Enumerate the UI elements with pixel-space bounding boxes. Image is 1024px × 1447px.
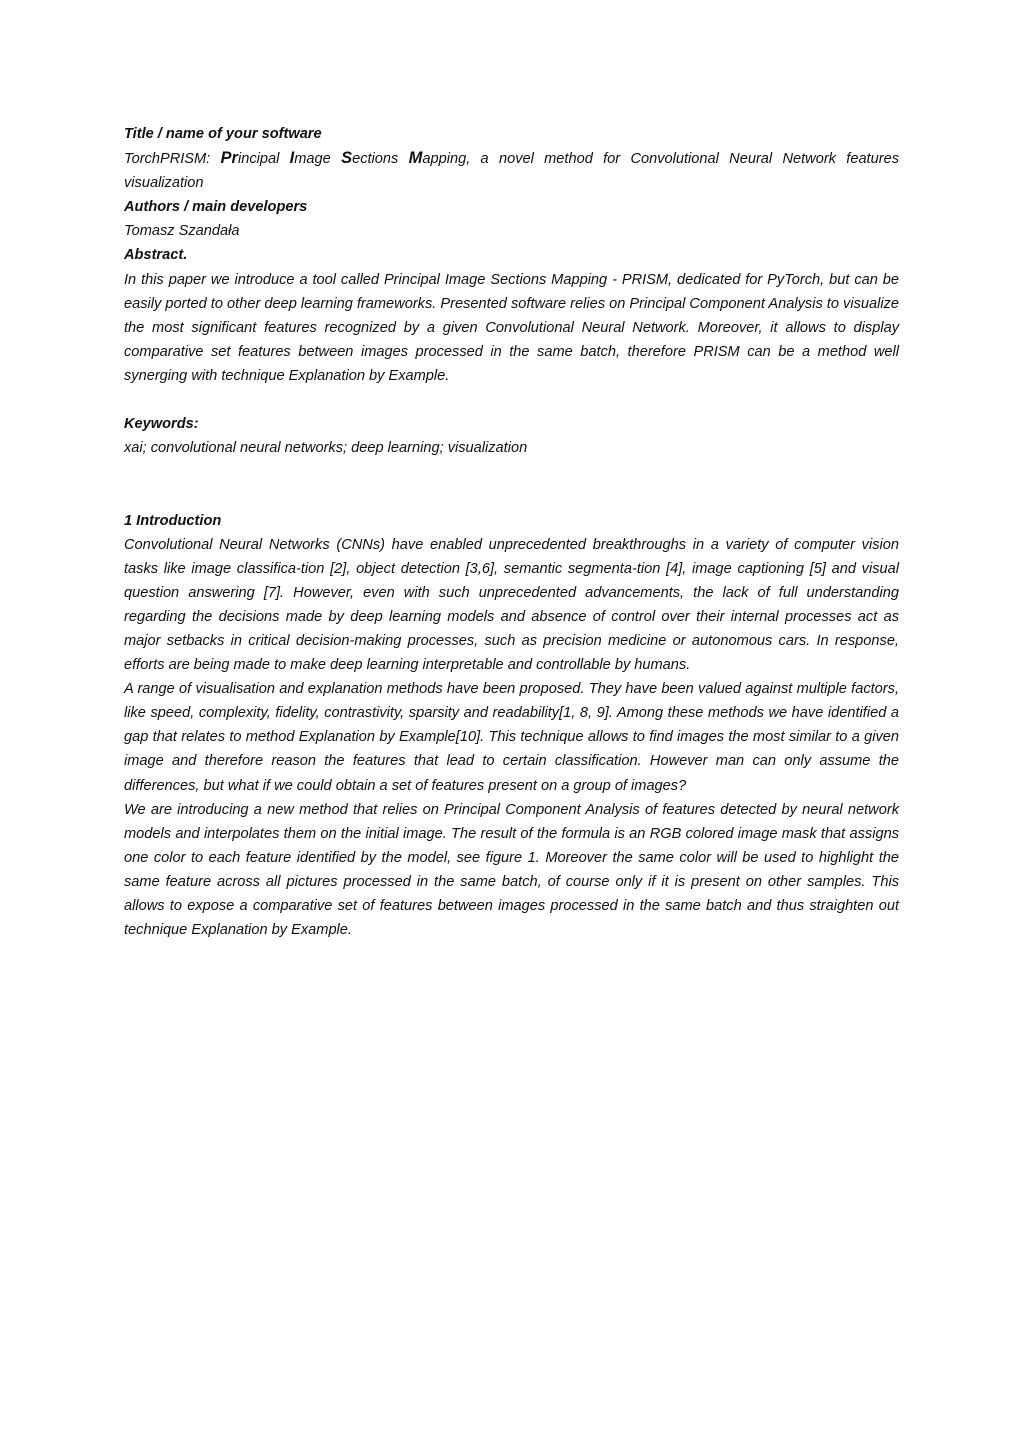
keywords-text: xai; convolutional neural networks; deep learning; visualization bbox=[124, 440, 528, 457]
title-word-m: apping, a novel method for Convolutional Neural Network features visualization bbox=[124, 151, 900, 192]
title-word-s: ections bbox=[352, 151, 409, 168]
authors-heading: Authors / main developers bbox=[124, 199, 308, 216]
spacer bbox=[124, 460, 899, 508]
title-heading: Title / name of your software bbox=[124, 126, 322, 142]
title-word-i: mage bbox=[294, 151, 342, 168]
intro-paragraph-1: Convolutional Neural Networks (CNNs) have enabled unprecedented breakthroughs in a variety of computer vision tasks like image classifica-tion [2], object detection [3,6], semantic segmenta-tion [4], image captioning [5] and visual question answering [7]. However, even with such unprecedented advancements, the lack of full understanding regarding the decisions made by deep learning models and absence of control over their internal processes act as major setbacks in critical decision-making processes, such as precision medicine or autonomous cars. In response, efforts are being made to make deep learning interpretable and controllable by humans. bbox=[124, 536, 899, 674]
abstract-heading: Abstract. bbox=[124, 247, 188, 264]
spacer bbox=[124, 388, 899, 412]
software-title bbox=[124, 146, 899, 195]
title-word-p: incipal bbox=[237, 151, 290, 168]
title-initial-m: M bbox=[408, 149, 423, 168]
title-prefix: TorchPRISM: bbox=[124, 151, 221, 168]
author-name: Tomasz Szandała bbox=[124, 223, 240, 240]
keywords-heading: Keywords: bbox=[124, 416, 199, 433]
intro-paragraph-2: A range of visualisation and explanation methods have been proposed. They have been valued against multiple factors, like speed, complexity, fidelity, contrastivity, sparsity and readability[1, 8, 9]. Among these methods we have identified a gap that relates to method Explanation by Example[10]. This technique allows to find images the most similar to a given image and therefore reason the features that lead to certain classification. However man can only assume the differences, but what if we could obtain a set of features present on a group of images? bbox=[124, 681, 899, 794]
abstract-text: In this paper we introduce a tool called Principal Image Sections Mapping - PRISM, dedicated for PyTorch, but can be easily ported to other deep learning frameworks. Presented software relies on Principal Component Analysis to visualize the most significant features recognized by a given Convolutional Neural Network. Moreover, it allows to display comparative set features between images processed in the same batch, therefore PRISM can be a method well synerging with technique Explanation by Example. bbox=[124, 271, 899, 384]
title-initial-s: S bbox=[341, 149, 353, 168]
intro-paragraph-3: We are introducing a new method that relies on Principal Component Analysis of features detected by neural network models and interpolates them on the initial image. The result of the formula is an RGB colored image mask that assigns one color to each feature identified by the model, see figure 1. Moreover the same color will be used to highlight the same feature across all pictures processed in the same batch, of course only if it is present on other samples. This allows to expose a comparative set of features between images processed in the same batch and thus straighten out technique Explanation by Example. bbox=[124, 801, 899, 939]
paper-page bbox=[124, 122, 899, 942]
title-initial-p: Pr bbox=[220, 149, 238, 168]
introduction-heading: 1 Introduction bbox=[124, 512, 222, 529]
title-initial-i: I bbox=[289, 149, 295, 168]
